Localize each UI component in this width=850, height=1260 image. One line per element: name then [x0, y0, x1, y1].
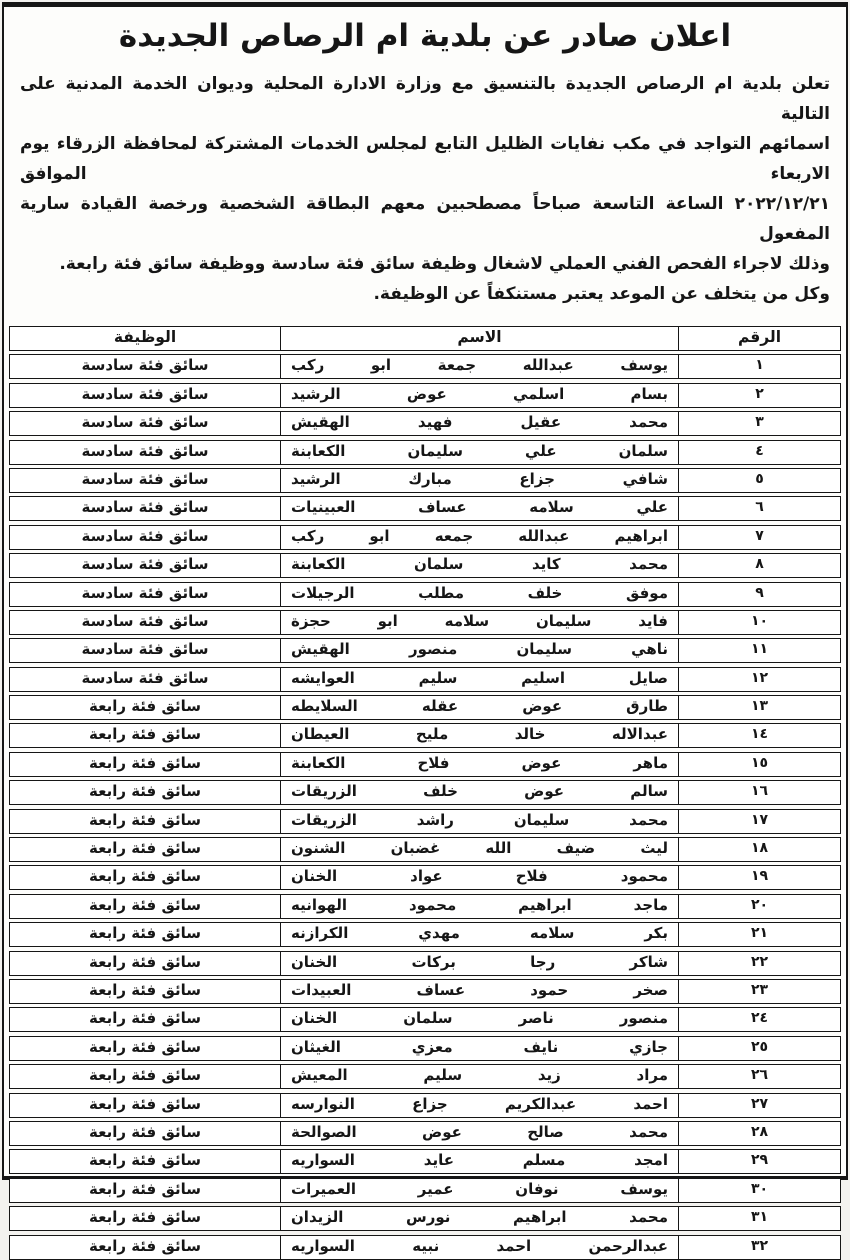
- row-number: ٨: [755, 556, 764, 573]
- applicant-name: شافي جزاع مبارك الرشيد: [281, 469, 679, 492]
- row-number: ١٤: [750, 726, 769, 743]
- table-row: [9, 383, 841, 408]
- table-row: [9, 525, 841, 550]
- job-title: سائق فئة سادسة: [10, 441, 281, 464]
- applicant-name: يوسف عبدالله جمعة ابو ركب: [281, 355, 679, 378]
- row-number: ١٧: [750, 811, 769, 828]
- job-title: سائق فئة رابعة: [10, 980, 281, 1003]
- job-title: سائق فئة رابعة: [10, 1122, 281, 1145]
- table-row: [9, 638, 841, 663]
- row-number: ١٠: [750, 612, 769, 629]
- row-number: ٢: [755, 385, 764, 402]
- table-row: [9, 865, 841, 890]
- job-title: سائق فئة رابعة: [10, 866, 281, 889]
- applicant-name: عبدالاله خالد مليح العيطان: [281, 724, 679, 747]
- row-number: ٩: [755, 584, 764, 601]
- applicant-name: طارق عوض عقله السلايطه: [281, 696, 679, 719]
- job-title: سائق فئة سادسة: [10, 384, 281, 407]
- job-title: سائق فئة رابعة: [10, 1094, 281, 1117]
- applicant-name: ليث ضيف الله غضبان الشنون: [281, 838, 679, 861]
- row-number: ٣٠: [750, 1180, 769, 1197]
- job-title: سائق فئة سادسة: [10, 412, 281, 435]
- job-title: سائق فئة رابعة: [10, 1236, 281, 1259]
- table-row: [9, 1036, 841, 1061]
- page-title: اعلان صادر عن بلدية ام الرصاص الجديدة: [118, 18, 732, 54]
- job-title: سائق فئة رابعة: [10, 724, 281, 747]
- row-number: ١١: [750, 641, 769, 658]
- table-row: [9, 440, 841, 465]
- applicant-name: علي سلامه عساف العبينيات: [281, 497, 679, 520]
- column-header-job: الوظيفة: [10, 327, 281, 350]
- applicant-name: جازي نايف معزي الغيثان: [281, 1037, 679, 1060]
- job-title: سائق فئة رابعة: [10, 1150, 281, 1173]
- job-title: سائق فئة رابعة: [10, 1179, 281, 1202]
- job-title: سائق فئة رابعة: [10, 696, 281, 719]
- announcement-body: [20, 69, 830, 309]
- row-number: ٢١: [750, 925, 769, 942]
- row-number: ١٣: [750, 698, 769, 715]
- table-row: [9, 979, 841, 1004]
- applicant-name: موفق خلف مطلب الرجيلات: [281, 583, 679, 606]
- applicant-name: فايد سليمان سلامه ابو حجزة: [281, 611, 679, 634]
- applicant-name: ماجد ابراهيم محمود الهوانيه: [281, 895, 679, 918]
- table-row: [9, 496, 841, 521]
- table-header-row: [9, 326, 841, 351]
- row-number: ١٥: [750, 754, 769, 771]
- applicant-name: سلمان علي سليمان الكعابنة: [281, 441, 679, 464]
- table-row: [9, 922, 841, 947]
- applicant-name: يوسف نوفان عمير العميرات: [281, 1179, 679, 1202]
- applicant-name: صخر حمود عساف العبيدات: [281, 980, 679, 1003]
- row-number: ٤: [755, 442, 764, 459]
- applicant-name: مراد زيد سليم المعيش: [281, 1065, 679, 1088]
- table-row: [9, 582, 841, 607]
- job-title: سائق فئة رابعة: [10, 923, 281, 946]
- job-title: سائق فئة سادسة: [10, 469, 281, 492]
- applicant-name: بسام اسلمي عوض الرشيد: [281, 384, 679, 407]
- row-number: ٢٩: [750, 1152, 769, 1169]
- job-title: سائق فئة رابعة: [10, 781, 281, 804]
- table-row: [9, 1235, 841, 1260]
- row-number: ١٦: [750, 783, 769, 800]
- applicant-name: محمود فلاح عواد الخنان: [281, 866, 679, 889]
- row-number: ٣٢: [750, 1237, 769, 1254]
- table-row: [9, 1206, 841, 1231]
- row-number: ٣: [755, 414, 764, 431]
- job-title: سائق فئة رابعة: [10, 952, 281, 975]
- applicant-name: سالم عوض خلف الزريقات: [281, 781, 679, 804]
- row-number: ٢٥: [750, 1038, 769, 1055]
- row-number: ١٨: [750, 840, 769, 857]
- table-row: [9, 354, 841, 379]
- applicant-name: بكر سلامه مهدي الكرازنه: [281, 923, 679, 946]
- row-number: ٢٧: [750, 1095, 769, 1112]
- table-row: [9, 894, 841, 919]
- job-title: سائق فئة سادسة: [10, 583, 281, 606]
- table-row: [9, 809, 841, 834]
- row-number: ٦: [755, 499, 764, 516]
- table-row: [9, 1064, 841, 1089]
- body-line-3: ٢٠٢٢/١٢/٢١ الساعة التاسعة صباحاً مصطحبين معهم البطاقة الشخصية ورخصة القيادة سارية المفعول: [20, 194, 830, 244]
- table-row: [9, 1178, 841, 1203]
- applicant-name: ابراهيم عبدالله جمعه ابو ركب: [281, 526, 679, 549]
- row-number: ٥: [755, 470, 764, 487]
- job-title: سائق فئة سادسة: [10, 639, 281, 662]
- row-number: ٢٤: [750, 1010, 769, 1027]
- column-header-name: الاسم: [281, 327, 679, 350]
- applicant-name: ماهر عوض فلاح الكعابنة: [281, 753, 679, 776]
- job-title: سائق فئة رابعة: [10, 1207, 281, 1230]
- applicant-name: شاكر رجا بركات الخنان: [281, 952, 679, 975]
- body-line-2: اسمائهم التواجد في مكب نفايات الظليل التابع لمجلس الخدمات المشتركة لمحافظة الزرقاء يوم الاربعاء الموافق: [20, 134, 830, 184]
- row-number: ١: [755, 357, 764, 374]
- table-row: [9, 951, 841, 976]
- table-row: [9, 780, 841, 805]
- table-row: [9, 1121, 841, 1146]
- row-number: ٢٢: [750, 953, 769, 970]
- job-title: سائق فئة رابعة: [10, 1037, 281, 1060]
- body-line-4: وذلك لاجراء الفحص الفني العملي لاشغال وظيفة سائق فئة سادسة ووظيفة سائق فئة رابعة.: [59, 254, 830, 274]
- announcement-box: [2, 2, 848, 1255]
- job-title: سائق فئة رابعة: [10, 895, 281, 918]
- row-number: ٢٨: [750, 1123, 769, 1140]
- job-title: سائق فئة سادسة: [10, 554, 281, 577]
- job-title: سائق فئة رابعة: [10, 753, 281, 776]
- applicant-name: محمد ابراهيم نورس الزيدان: [281, 1207, 679, 1230]
- table-row: [9, 468, 841, 493]
- applicant-name: منصور ناصر سلمان الخنان: [281, 1008, 679, 1031]
- table-row: [9, 837, 841, 862]
- row-number: ٢٣: [750, 981, 769, 998]
- applicant-name: ناهي سليمان منصور الهقيش: [281, 639, 679, 662]
- applicant-name: صايل اسليم سليم العوايشه: [281, 668, 679, 691]
- job-title: سائق فئة سادسة: [10, 526, 281, 549]
- row-number: ٢٦: [750, 1067, 769, 1084]
- table-row: [9, 553, 841, 578]
- table-row: [9, 1149, 841, 1174]
- job-title: سائق فئة رابعة: [10, 1008, 281, 1031]
- applicant-name: عبدالرحمن احمد نبيه السواريه: [281, 1236, 679, 1259]
- applicants-table: [9, 326, 841, 1260]
- table-row: [9, 695, 841, 720]
- table-row: [9, 411, 841, 436]
- table-row: [9, 610, 841, 635]
- row-number: ١٩: [750, 868, 769, 885]
- applicant-name: محمد سليمان راشد الزريقات: [281, 810, 679, 833]
- job-title: سائق فئة رابعة: [10, 1065, 281, 1088]
- job-title: سائق فئة رابعة: [10, 810, 281, 833]
- applicant-name: احمد عبدالكريم جزاع النوارسه: [281, 1094, 679, 1117]
- applicant-name: محمد صالح عوض الصوالحة: [281, 1122, 679, 1145]
- job-title: سائق فئة رابعة: [10, 838, 281, 861]
- table-row: [9, 1093, 841, 1118]
- row-number: ١٢: [750, 669, 769, 686]
- job-title: سائق فئة سادسة: [10, 497, 281, 520]
- table-row: [9, 752, 841, 777]
- body-line-5: وكل من يتخلف عن الموعد يعتبر مستنكفاً عن الوظيفة.: [373, 284, 830, 304]
- job-title: سائق فئة سادسة: [10, 355, 281, 378]
- applicant-name: محمد عقيل فهيد الهقيش: [281, 412, 679, 435]
- table-row: [9, 723, 841, 748]
- row-number: ٧: [755, 527, 764, 544]
- table-row: [9, 667, 841, 692]
- applicant-name: محمد كايد سلمان الكعابنة: [281, 554, 679, 577]
- job-title: سائق فئة سادسة: [10, 668, 281, 691]
- body-line-1: تعلن بلدية ام الرصاص الجديدة بالتنسيق مع وزارة الادارة المحلية وديوان الخدمة المدنية على التالية: [20, 74, 830, 124]
- job-title: سائق فئة سادسة: [10, 611, 281, 634]
- table-row: [9, 1007, 841, 1032]
- column-header-number: الرقم: [737, 328, 782, 346]
- applicant-name: امجد مسلم عايد السواريه: [281, 1150, 679, 1173]
- row-number: ٣١: [750, 1209, 769, 1226]
- row-number: ٢٠: [750, 896, 769, 913]
